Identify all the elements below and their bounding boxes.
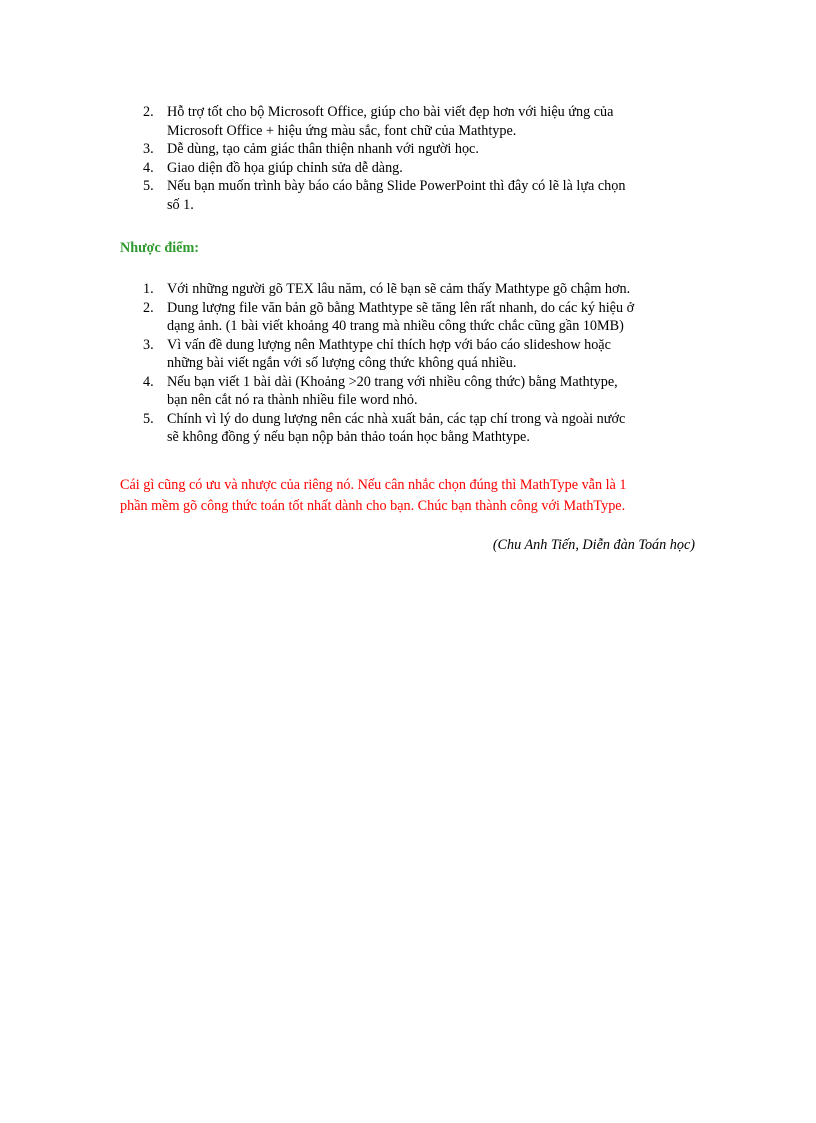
- list-item: [0, 373, 697, 410]
- list-item-line: Vì vấn đề dung lượng nên Mathtype chỉ thích hợp với báo cáo slideshow hoặc: [167, 336, 611, 353]
- list-item-number: 5.: [143, 410, 154, 427]
- list-item-number: 4.: [143, 373, 154, 390]
- list-item-number: 1.: [143, 281, 154, 297]
- list-item-number: 3.: [143, 141, 154, 157]
- list-item-line: Với những người gõ TEX lâu năm, có lẽ bạn sẽ cảm thấy Mathtype gõ chậm hơn.: [167, 281, 631, 297]
- list-item-number: 3.: [143, 336, 154, 353]
- list-item: [0, 410, 697, 447]
- list-item-line: Dung lượng file văn bản gõ bằng Mathtype sẽ tăng lên rất nhanh, do các ký hiệu ở: [167, 299, 635, 316]
- list-item: [0, 103, 697, 140]
- advantages-list: [0, 103, 697, 214]
- list-item-number: 5.: [143, 178, 154, 194]
- conclusion-line: phần mềm gõ công thức toán tốt nhất dành cho bạn. Chúc bạn thành công với MathType.: [120, 498, 626, 514]
- list-item-line: Hỗ trợ tốt cho bộ Microsoft Office, giúp cho bài viết đẹp hơn với hiệu ứng của: [167, 104, 614, 120]
- list-item-line: Dễ dùng, tạo cảm giác thân thiện nhanh với người học.: [167, 141, 479, 157]
- list-item-line: Nếu bạn viết 1 bài dài (Khoảng >20 trang với nhiều công thức) bằng Mathtype,: [167, 373, 618, 390]
- list-item: [0, 299, 697, 336]
- list-item-number: 2.: [143, 299, 154, 316]
- list-item-line: dạng ảnh. (1 bài viết khoảng 40 trang mà nhiều công thức chắc cũng gần 10MB): [167, 318, 624, 334]
- list-item: [0, 177, 697, 214]
- list-item-number: 4.: [143, 159, 154, 176]
- list-item: [0, 140, 697, 159]
- conclusion-line: Cái gì cũng có ưu và nhược của riêng nó. Nếu cân nhắc chọn đúng thì MathType vẫn là 1: [120, 477, 627, 493]
- list-item-line: số 1.: [167, 196, 194, 213]
- list-item-line: Giao diện đồ họa giúp chỉnh sửa dễ dàng.: [167, 159, 403, 176]
- list-item-number: 2.: [143, 104, 154, 120]
- list-item: [0, 159, 697, 178]
- list-item-line: Microsoft Office + hiệu ứng màu sắc, font chữ của Mathtype.: [167, 122, 517, 139]
- list-item: [0, 336, 697, 373]
- list-item-line: bạn nên cắt nó ra thành nhiều file word nhỏ.: [167, 392, 418, 408]
- list-item-line: Nếu bạn muốn trình bày báo cáo bằng Slide PowerPoint thì đây có lẽ là lựa chọn: [167, 178, 626, 194]
- list-item-line: những bài viết ngắn với số lượng công thức không quá nhiều.: [167, 355, 517, 371]
- disadvantages-heading: Nhược điểm:: [120, 240, 200, 256]
- attribution: (Chu Anh Tiến, Diễn đàn Toán học): [492, 537, 695, 553]
- list-item: [0, 280, 697, 299]
- disadvantages-list: [0, 280, 697, 447]
- conclusion-paragraph: [120, 475, 626, 517]
- list-item-line: Chính vì lý do dung lượng nên các nhà xuất bản, các tạp chí trong và ngoài nước: [167, 410, 626, 427]
- list-item-line: sẽ không đồng ý nếu bạn nộp bản thảo toán học bằng Mathtype.: [167, 429, 530, 445]
